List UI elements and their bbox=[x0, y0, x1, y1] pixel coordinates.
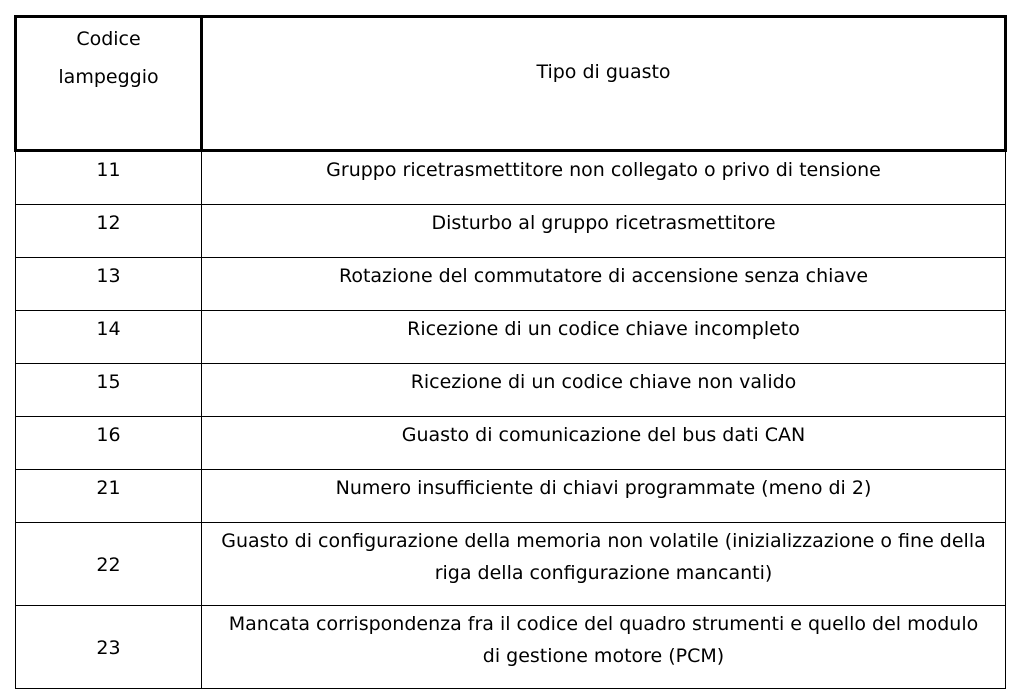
table-header-row bbox=[16, 17, 1006, 151]
header-flash-code-line1: Codice bbox=[76, 28, 141, 50]
table-row bbox=[16, 151, 1006, 205]
fault-type-cell: Numero insufficiente di chiavi programmate (meno di 2) bbox=[202, 470, 1006, 523]
fault-type-cell: Mancata corrispondenza fra il codice del quadro strumenti e quello del modulo di gestione motore (PCM) bbox=[202, 606, 1006, 689]
table-row bbox=[16, 311, 1006, 364]
fault-type-cell: Guasto di comunicazione del bus dati CAN bbox=[202, 417, 1006, 470]
code-cell: 15 bbox=[16, 364, 202, 417]
fault-type-cell: Rotazione del commutatore di accensione senza chiave bbox=[202, 258, 1006, 311]
table-row bbox=[16, 606, 1006, 689]
code-cell: 16 bbox=[16, 417, 202, 470]
code-cell: 22 bbox=[16, 523, 202, 606]
code-cell: 23 bbox=[16, 606, 202, 689]
code-cell: 12 bbox=[16, 205, 202, 258]
fault-type-cell: Ricezione di un codice chiave non valido bbox=[202, 364, 1006, 417]
table-row bbox=[16, 523, 1006, 606]
header-flash-code-line2: lampeggio bbox=[58, 66, 159, 88]
code-cell: 14 bbox=[16, 311, 202, 364]
table-row bbox=[16, 205, 1006, 258]
table-row bbox=[16, 417, 1006, 470]
table-row bbox=[16, 364, 1006, 417]
code-cell: 21 bbox=[16, 470, 202, 523]
code-cell: 11 bbox=[16, 151, 202, 205]
fault-type-cell: Ricezione di un codice chiave incompleto bbox=[202, 311, 1006, 364]
fault-type-cell: Guasto di configurazione della memoria non volatile (inizializzazione o fine della riga della configurazione mancanti) bbox=[202, 523, 1006, 606]
fault-type-cell: Gruppo ricetrasmettitore non collegato o privo di tensione bbox=[202, 151, 1006, 205]
code-cell: 13 bbox=[16, 258, 202, 311]
fault-code-table bbox=[14, 15, 1007, 689]
header-fault-type: Tipo di guasto bbox=[202, 17, 1006, 151]
table-row bbox=[16, 258, 1006, 311]
header-flash-code bbox=[16, 17, 202, 151]
fault-type-cell: Disturbo al gruppo ricetrasmettitore bbox=[202, 205, 1006, 258]
table-row bbox=[16, 470, 1006, 523]
